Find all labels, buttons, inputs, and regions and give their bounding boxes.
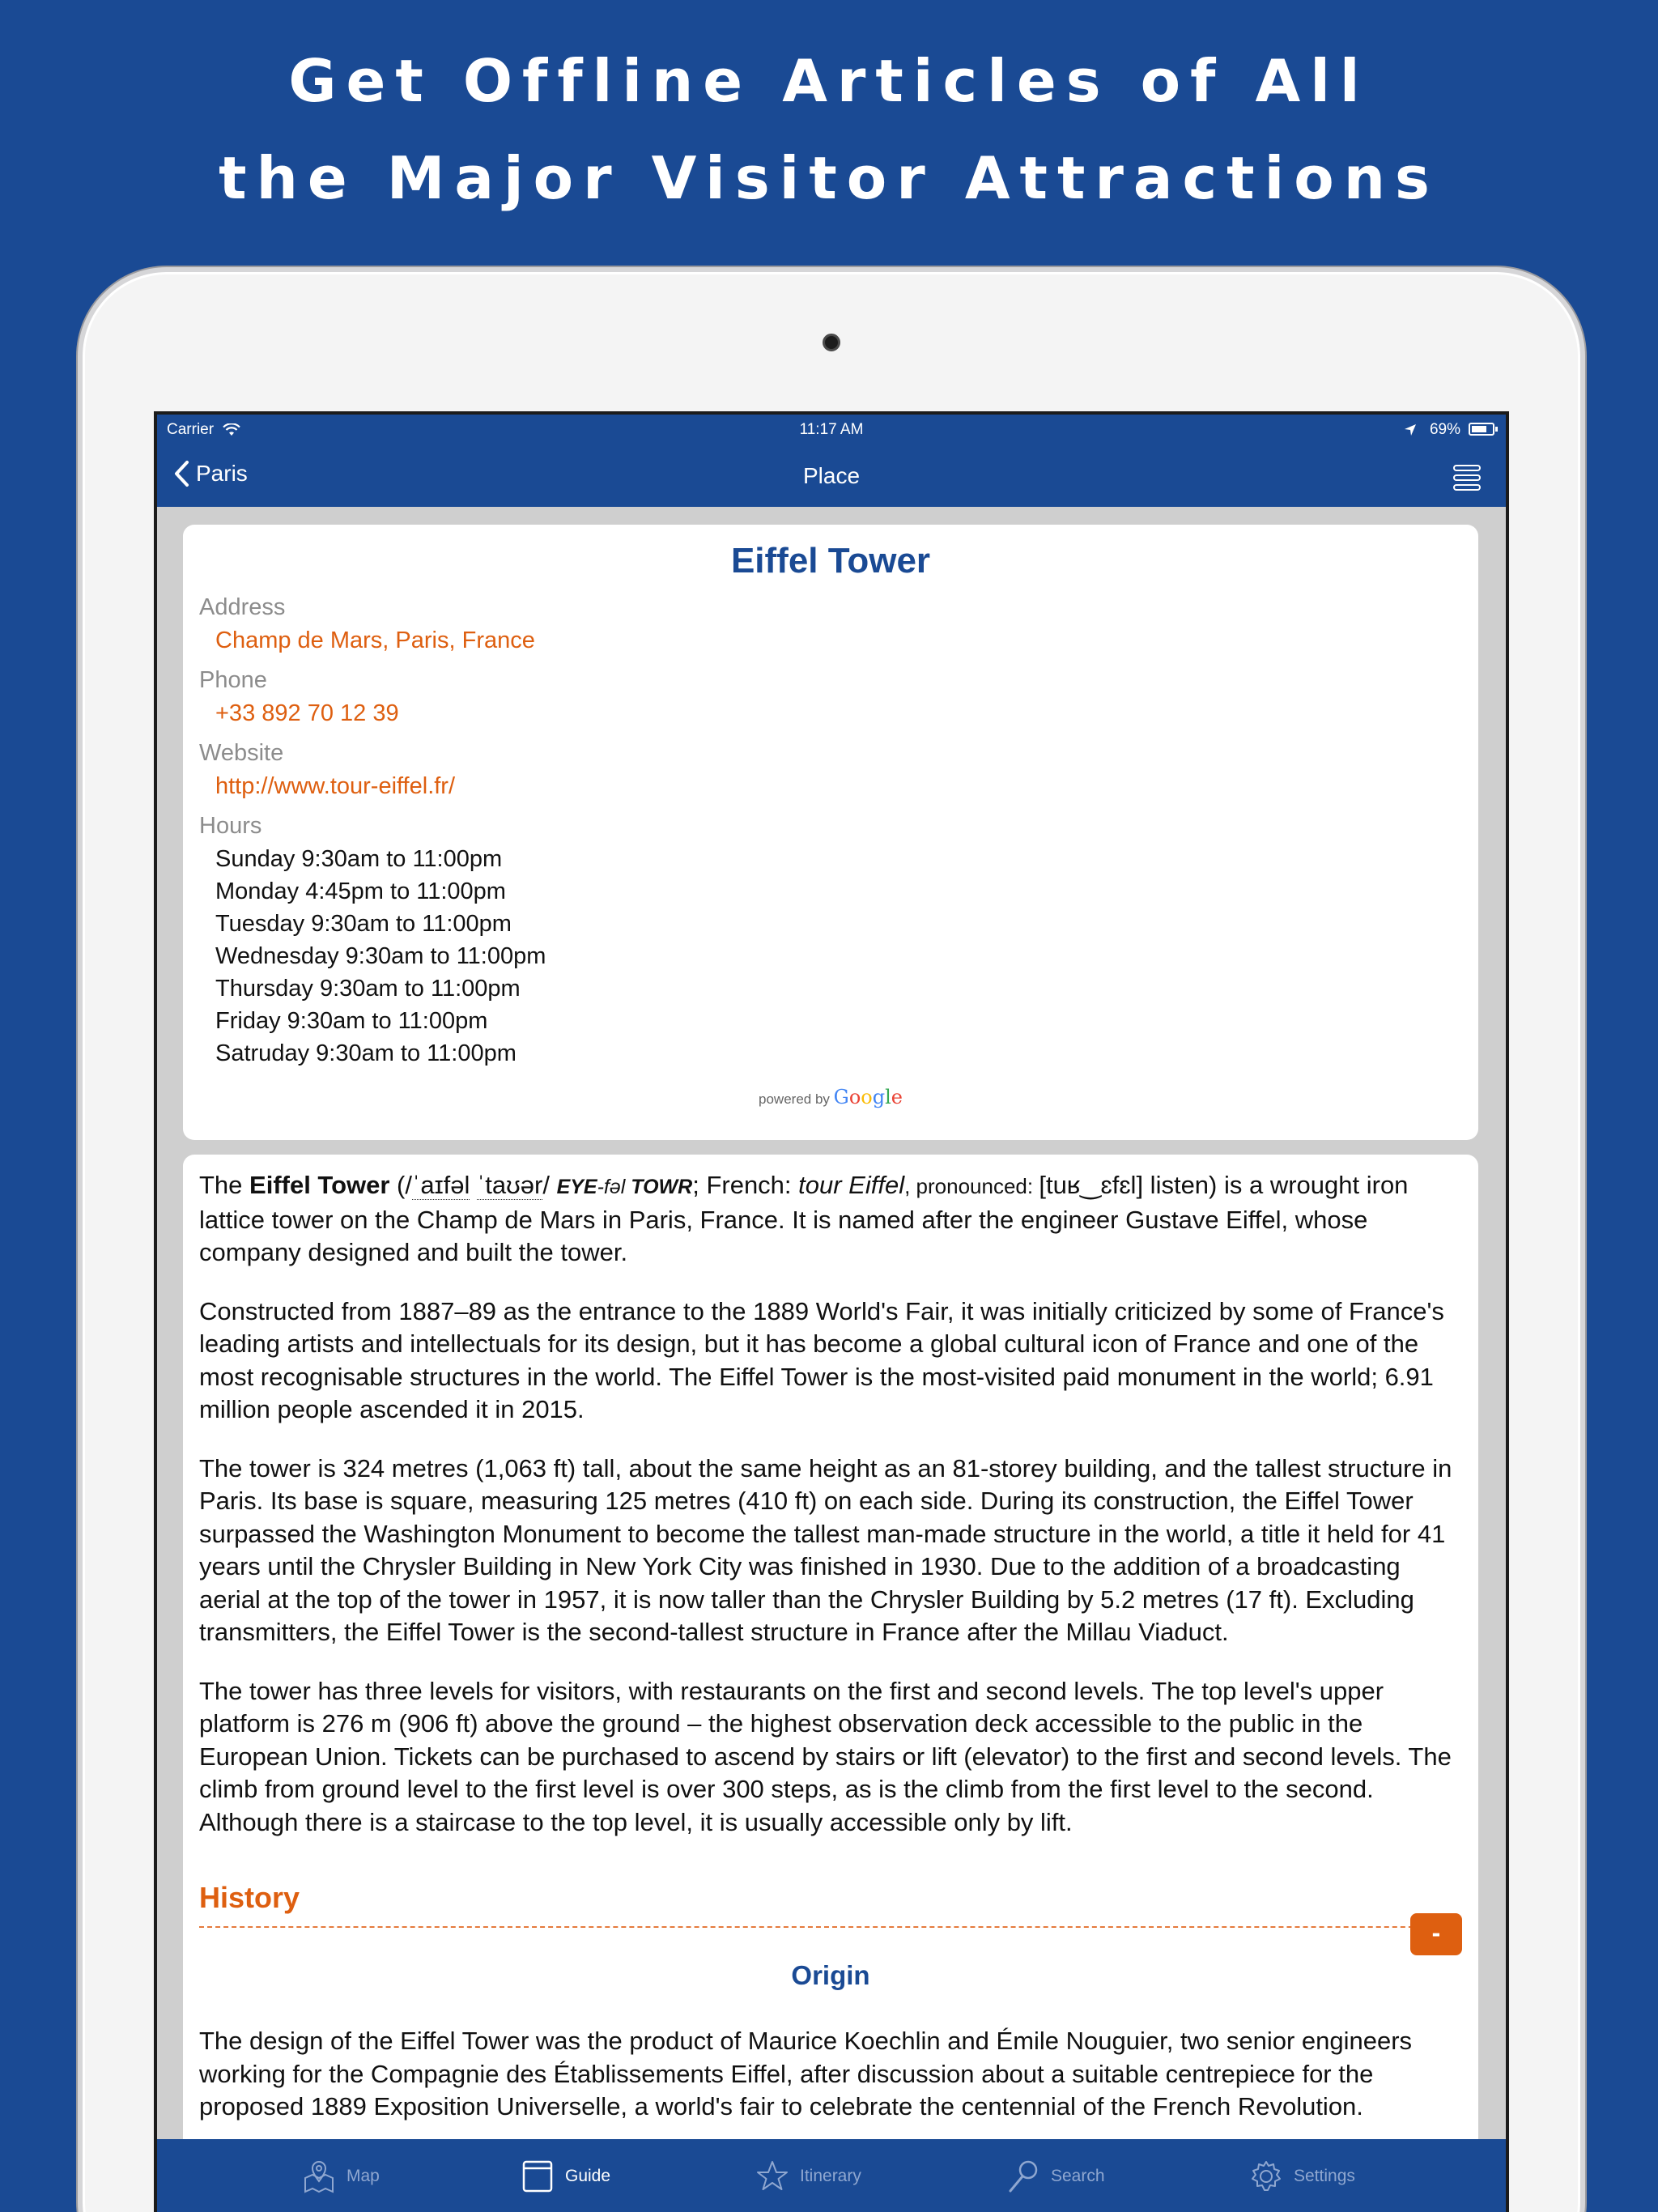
book-icon [521, 2159, 554, 2194]
history-section-header [199, 1865, 1462, 1947]
powered-by-google [199, 1086, 1462, 1108]
location-arrow-icon [1404, 423, 1417, 436]
article-paragraph: The tower has three levels for visitors, with restaurants on the first and second levels. The top level's upper platform is 276 m (906 ft) above the ground – the highest observation deck accessible to the public in the European Union. Tickets can be purchased to ascend by stairs or lift (elevator) to the first and second levels. The climb from ground level to the first level is over 300 steps, as is the climb from the first level to the second. Although there is a staircase to the top level, it is usually accessible only by lift. [199, 1676, 1452, 1836]
ipa-link[interactable]: ˈaɪfəl [412, 1171, 470, 1199]
hours-line: Satruday 9:30am to 11:00pm [215, 1040, 517, 1066]
article-intro [199, 1169, 1462, 1270]
navigation-bar [157, 447, 1506, 507]
french-name: tour Eiffel [798, 1171, 905, 1199]
google-logo: Google [833, 1086, 903, 1108]
tab-itinerary[interactable] [756, 2154, 861, 2199]
intro-name: Eiffel Tower [249, 1171, 390, 1199]
tab-guide[interactable] [521, 2154, 610, 2199]
hours-line: Thursday 9:30am to 11:00pm [215, 976, 521, 1002]
hours-label: Hours [199, 813, 262, 839]
phone-link[interactable]: +33 892 70 12 39 [215, 700, 399, 726]
star-icon [756, 2159, 789, 2194]
intro-text: / [542, 1171, 557, 1199]
battery-icon [1469, 423, 1494, 436]
tab-label: Settings [1294, 2167, 1355, 2185]
scroll-content[interactable] [157, 507, 1506, 2142]
hamburger-icon[interactable] [1451, 462, 1483, 494]
intro-text: ; French: [692, 1171, 799, 1199]
nav-title: Place [802, 463, 861, 488]
status-bar [157, 415, 1506, 447]
tab-map[interactable] [303, 2154, 380, 2199]
hours-line: Monday 4:45pm to 11:00pm [215, 878, 506, 904]
hours-line: Friday 9:30am to 11:00pm [215, 1008, 488, 1034]
article-paragraph: Constructed from 1887–89 as the entrance to the 1889 World's Fair, it was initially criticized by some of France's leading artists and intellectuals for its design, but it has become a global cultural icon of France and one of the most recognisable structures in the world. The Eiffel Tower is the most-visited paid monument in the world; 6.91 million people ascended it in 2015. [199, 1296, 1444, 1423]
intro-text [470, 1171, 477, 1199]
clock: 11:17 AM [799, 421, 864, 438]
place-title: Eiffel Tower [730, 541, 931, 581]
phone-label: Phone [199, 667, 267, 693]
camera-dot [823, 334, 840, 351]
ipa-link[interactable]: ˈtaʊər [476, 1171, 543, 1199]
battery-percent: 69% [1429, 421, 1460, 438]
intro-text: The [199, 1171, 250, 1199]
carrier-text: Carrier [167, 421, 215, 438]
back-label: Paris [196, 461, 248, 486]
tab-bar [157, 2139, 1506, 2212]
intro-text: listen) is a wrought iron lattice tower on the Champ de Mars in Paris, France. It is named after the engineer Gustave Eiffel, whose company designed and built the tower. [199, 1171, 1409, 1266]
app-screen [154, 411, 1509, 2212]
tab-label: Map [346, 2167, 380, 2185]
website-label: Website [199, 740, 284, 766]
pronunciation: [tuʁ‿ɛfɛl] [1039, 1171, 1144, 1199]
hours-line: Sunday 9:30am to 11:00pm [215, 846, 503, 872]
place-info-card [183, 525, 1478, 1140]
respelling: -fəl [597, 1176, 631, 1198]
search-icon [1007, 2159, 1039, 2194]
tab-label: Guide [565, 2167, 611, 2185]
article-card [183, 1155, 1478, 2142]
article-paragraph: The tower is 324 metres (1,063 ft) tall, about the same height as an 81-storey building, and the tallest structure in Paris. Its base is square, measuring 125 metres (410 ft) on each side. During its construction, the Eiffel Tower surpassed the Washington Monument to become the tallest man-made structure in the world, a title it held for 41 years until the Chrysler Building in New York City was finished in 1930. Due to the addition of a broadcasting aerial at the top of the tower in 1957, it is now taller than the Chrysler Building by 5.2 metres (17 ft). Excluding transmitters, the Eiffel Tower is the second-tallest structure in France after the Millau Viaduct. [199, 1453, 1452, 1646]
tab-settings[interactable] [1250, 2154, 1355, 2199]
respelling: TOWR [631, 1176, 693, 1198]
tab-search[interactable] [1007, 2154, 1105, 2199]
promo-headline [0, 32, 1658, 227]
subsection-title: Origin [791, 1960, 870, 1990]
hours-line: Tuesday 9:30am to 11:00pm [215, 911, 512, 937]
collapse-section-button[interactable]: - [1410, 1913, 1462, 1955]
hours-line: Wednesday 9:30am to 11:00pm [215, 943, 546, 969]
section-title: History [199, 1881, 300, 1914]
intro-text: (/ [389, 1171, 412, 1199]
article-paragraph: The design of the Eiffel Tower was the product of Maurice Koechlin and Émile Nouguier, two senior engineers working for the Compagnie des Établissements Eiffel, after discussion about a suitable centrepiece for the proposed 1889 Exposition Universelle, a world's fair to celebrate the centennial of the French Revolution. [199, 2027, 1413, 2121]
tab-label: Search [1051, 2167, 1105, 2185]
powered-by-text: powered by [759, 1091, 830, 1107]
headline-line-2: the Major Visitor Attractions [219, 144, 1439, 212]
address-label: Address [199, 594, 286, 620]
website-link[interactable]: http://www.tour-eiffel.fr/ [215, 773, 456, 799]
respelling: EYE [556, 1176, 597, 1198]
pronounced-label: , pronounced: [904, 1174, 1039, 1198]
gear-icon [1250, 2159, 1282, 2194]
address-link[interactable]: Champ de Mars, Paris, France [215, 627, 535, 653]
headline-line-1: Get Offline Articles of All [288, 47, 1370, 115]
map-icon [303, 2159, 335, 2194]
tab-label: Itinerary [800, 2167, 861, 2185]
